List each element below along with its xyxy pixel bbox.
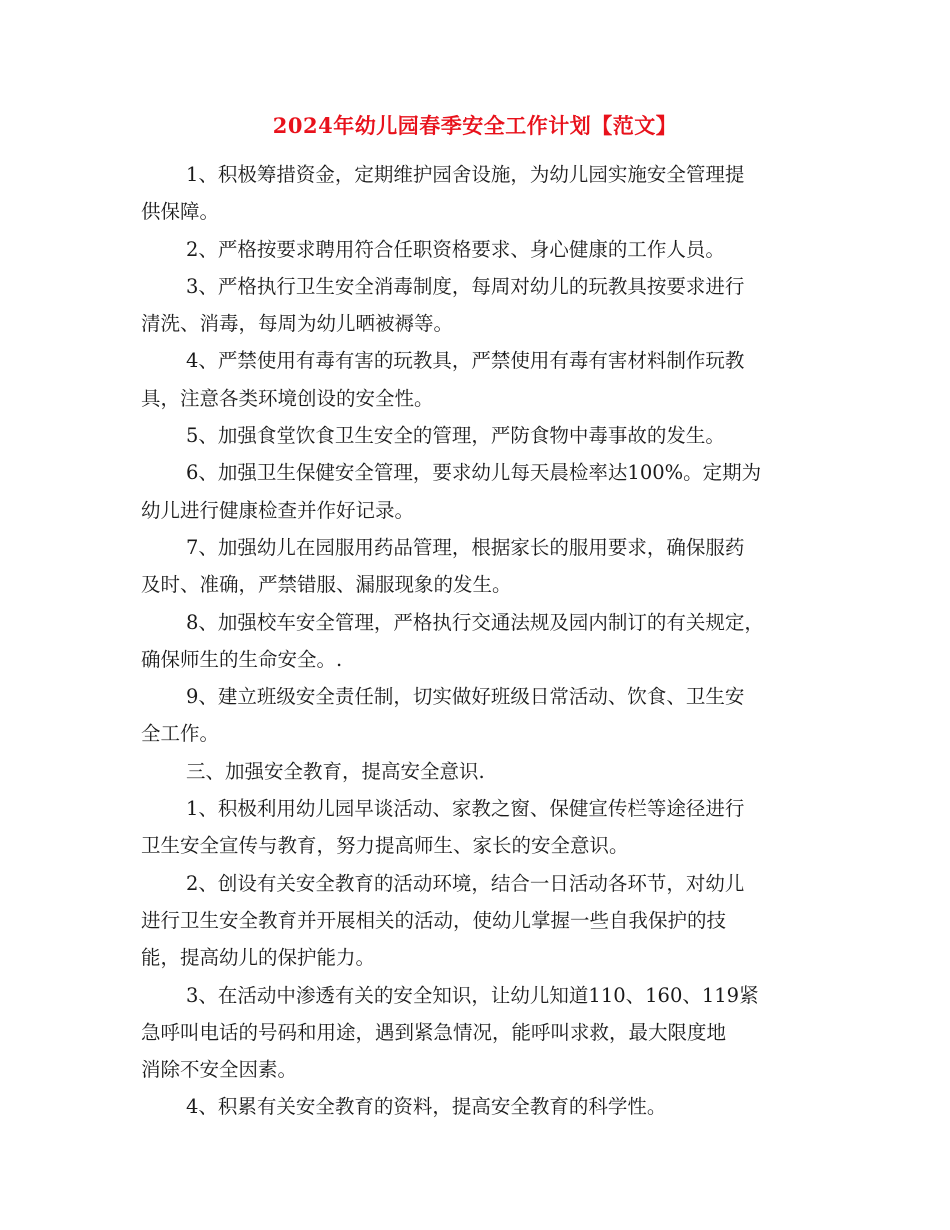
paragraph xyxy=(141,604,821,679)
paragraph-line: 3、在活动中渗透有关的安全知识，让幼儿知道110、160、119紧 xyxy=(186,983,759,1007)
paragraph-line: 7、加强幼儿在园服用药品管理，根据家长的服用要求，确保服药 xyxy=(186,535,745,559)
paragraph-line: 8、加强校车安全管理，严格执行交通法规及园内制订的有关规定， xyxy=(186,610,764,634)
paragraph xyxy=(141,977,821,1089)
paragraph xyxy=(141,865,821,977)
paragraph-line: 消除不安全因素。 xyxy=(141,1058,298,1082)
paragraph-line: 幼儿进行健康检查并作好记录。 xyxy=(141,498,415,522)
paragraph-line: 4、积累有关安全教育的资料，提高安全教育的科学性。 xyxy=(186,1095,667,1119)
paragraph-line: 能，提高幼儿的保护能力。 xyxy=(141,946,376,970)
paragraph-line: 全工作。 xyxy=(141,722,220,746)
paragraph xyxy=(141,529,821,604)
paragraph-line: 3、严格执行卫生安全消毒制度，每周对幼儿的玩教具按要求进行 xyxy=(186,274,745,298)
paragraph-line: 具，注意各类环境创设的安全性。 xyxy=(141,386,434,410)
paragraph-line: 2、创设有关安全教育的活动环境，结合一日活动各环节，对幼儿 xyxy=(186,871,745,895)
paragraph-line: 1、积极利用幼儿园早谈活动、家教之窗、保健宣传栏等途径进行 xyxy=(186,797,745,821)
paragraph xyxy=(141,790,821,865)
paragraph xyxy=(141,1088,821,1125)
paragraph-line: 供保障。 xyxy=(141,200,220,224)
paragraph xyxy=(141,454,821,529)
paragraph xyxy=(141,231,821,268)
paragraph-line: 进行卫生安全教育并开展相关的活动，使幼儿掌握一些自我保护的技 xyxy=(141,908,727,932)
paragraph xyxy=(141,417,821,454)
paragraph-line: 5、加强食堂饮食卫生安全的管理，严防食物中毒事故的发生。 xyxy=(186,424,725,448)
paragraph xyxy=(141,678,821,753)
paragraph xyxy=(141,268,821,343)
paragraph xyxy=(141,342,821,417)
document-title: 2024年幼儿园春季安全工作计划【范文】 xyxy=(272,113,678,138)
paragraph-line: 1、积极筹措资金，定期维护园舍设施，为幼儿园实施安全管理提 xyxy=(186,163,745,186)
paragraph-line: 急呼叫电话的号码和用途，遇到紧急情况，能呼叫求救，最大限度地 xyxy=(141,1020,727,1044)
paragraph-line: 2、严格按要求聘用符合任职资格要求、身心健康的工作人员。 xyxy=(186,237,725,261)
document-body xyxy=(141,156,821,1126)
paragraph xyxy=(141,753,821,790)
paragraph-line: 确保师生的生命安全。. xyxy=(141,647,343,671)
paragraph-line: 卫生安全宣传与教育，努力提高师生、家长的安全意识。 xyxy=(141,834,629,858)
paragraph-line: 4、严禁使用有毒有害的玩教具，严禁使用有毒有害材料制作玩教 xyxy=(186,349,745,373)
paragraph xyxy=(141,156,821,231)
paragraph-line: 9、建立班级安全责任制，切实做好班级日常活动、饮食、卫生安 xyxy=(186,685,745,709)
paragraph-line: 清洗、消毒，每周为幼儿晒被褥等。 xyxy=(141,312,454,336)
paragraph-line: 及时、准确，严禁错服、漏服现象的发生。 xyxy=(141,573,512,597)
paragraph-line: 6、加强卫生保健安全管理，要求幼儿每天晨检率达100%。定期为 xyxy=(186,461,762,485)
paragraph-line: 三、加强安全教育，提高安全意识. xyxy=(186,759,485,783)
